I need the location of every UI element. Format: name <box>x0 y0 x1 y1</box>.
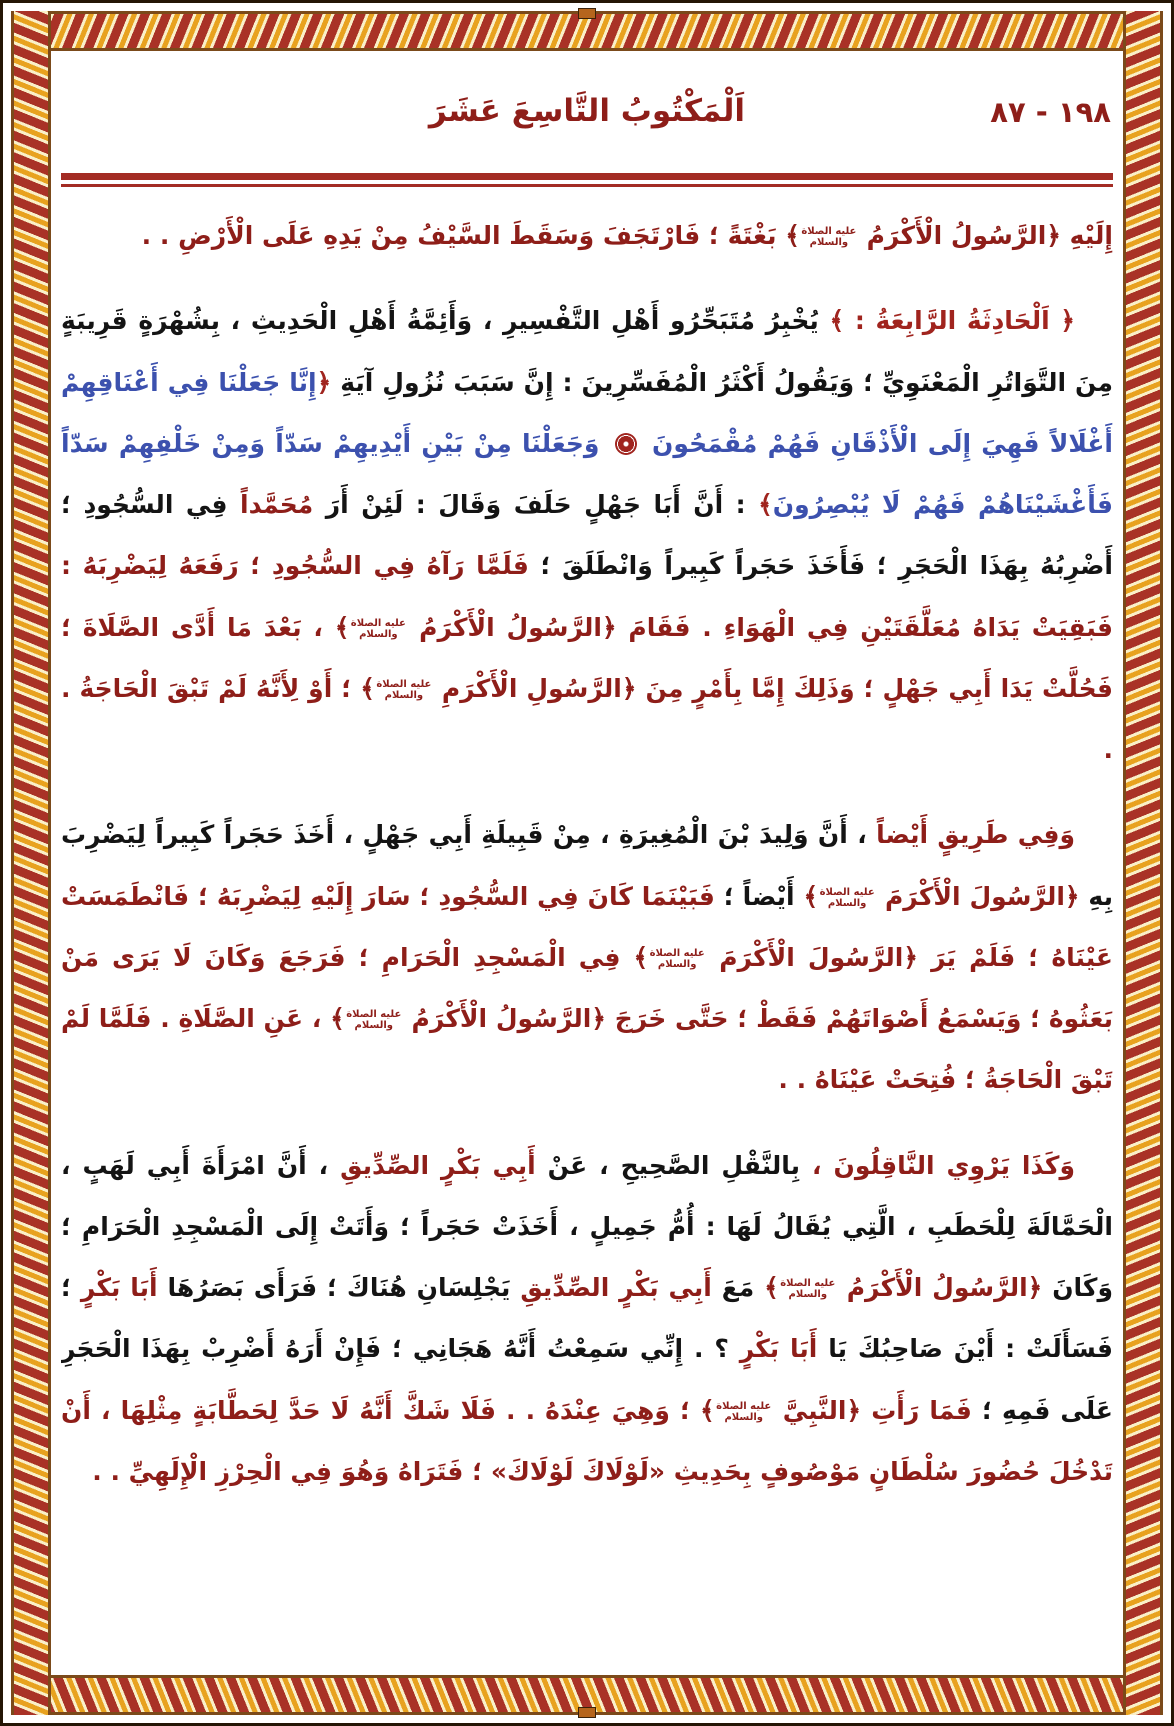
text-segment: وَجَعَلْنَا مِنْ بَيْنِ أَيْدِيهِمْ سَدّاً وَمِنْ خَلْفِهِمْ سَدّاً فَأَغْشَيْنَاهُمْ فَهُمْ لَا يُبْصِرُونَ <box>61 428 1113 519</box>
text-segment: وَكَذَا يَرْوِي النَّاقِلُونَ ، <box>812 1150 1075 1180</box>
text-segment: إِلَيْهِ ﴿الرَّسُولُ الْأَكْرَمُ <box>857 221 1113 250</box>
paragraph <box>61 1135 1113 1503</box>
text-segment: فَلَمَّا رَآهُ فِي السُّجُودِ ؛ رَفَعَهُ لِيَضْرِبَهُ : فَبَقِيَتْ يَدَاهُ مُعَلَّقَتَيْنِ فِي الْهَوَاءِ . فَقَامَ ﴿الرَّسُولُ الْأَكْرَمُ <box>61 551 1113 642</box>
salawat-seal: عليه الصلاة والسلام <box>780 1278 836 1300</box>
text-segment: أَيْضاً ؛ <box>714 881 804 911</box>
text-segment: مُحَمَّداً <box>240 490 314 519</box>
text-segment: ﴾ <box>758 490 773 519</box>
text-segment: فَمَا رَأَتِ ﴿النَّبِيَّ <box>772 1395 972 1425</box>
border-center-cap-bottom <box>578 1707 596 1718</box>
text-segment: ، أَنَّ امْرَأَةَ أَبِي لَهَبٍ ، الْحَمَّالَةَ لِلْحَطَبِ ، الَّتِي يُقَالُ لَهَا : أُمُّ جَمِيلٍ ، أَخَذَتْ حَجَراً ؛ وَأَتَتْ إِلَى الْمَسْجِدِ الْحَرَامِ ؛ وَكَانَ <box>61 1150 1113 1302</box>
text-segment: ﴿ <box>316 367 332 397</box>
paragraph <box>61 205 1113 266</box>
text-segment: وَفِي طَرِيقٍ أَيْضاً <box>876 820 1075 850</box>
header-rule-thick <box>61 173 1113 180</box>
text-segment: أَبَا بَكْرٍ <box>739 1334 818 1364</box>
text-segment: ﴾ <box>803 881 819 911</box>
salawat-seal: عليه الصلاة والسلام <box>346 1009 402 1031</box>
paragraph <box>61 804 1113 1110</box>
border-center-cap-top <box>578 8 596 19</box>
salawat-seal: عليه الصلاة والسلام <box>801 226 857 248</box>
text-segment: ﴿الرَّسُولُ الْأَكْرَمُ <box>836 1273 1043 1302</box>
text-segment: أَبِي بَكْرٍ الصِّدِّيقِ <box>520 1273 712 1302</box>
text-segment: ؛ فَسَأَلَتْ : أَيْنَ صَاحِبُكَ يَا <box>61 1273 1113 1364</box>
text-segment: مَعَ <box>711 1273 755 1302</box>
page-title: اَلْمَكْتُوبُ التَّاسِعَ عَشَرَ <box>428 93 746 129</box>
text-segment: فِي السُّجُودِ ؛ أَضْرِبُهُ بِهَذَا الْحَجَرِ ؛ فَأَخَذَ حَجَراً كَبِيراً وَانْطَلَقَ ؛ <box>61 490 1113 581</box>
page-header <box>61 85 1113 159</box>
salawat-seal: عليه الصلاة والسلام <box>649 947 705 970</box>
text-segment: ﴿الرَّسُولَ الْأَكْرَمَ <box>876 881 1080 911</box>
text-segment: ﴾ ؛ أَوْ لِأَنَّهُ لَمْ تَبْقَ الْحَاجَةُ . . <box>61 673 1113 764</box>
salawat-seal: عليه الصلاة والسلام <box>376 678 432 701</box>
text-segment: ﴾ فِي الْمَسْجِدِ الْحَرَامِ ؛ فَرَجَعَ وَكَانَ لَا يَرَى مَنْ بَعَثُوهُ ؛ وَيَسْمَعُ أَصْوَاتَهُمْ فَقَطْ ؛ حَتَّى خَرَجَ ﴿الرَّسُولُ الْأَكْرَمُ <box>61 942 1113 1033</box>
text-segment: أَبِي بَكْرٍ الصِّدِّيقِ <box>340 1150 536 1180</box>
text-segment: فَبَيْنَمَا كَانَ فِي السُّجُودِ ؛ سَارَ إِلَيْهِ لِيَضْرِبَهُ ؛ فَانْطَمَسَتْ عَيْنَاهُ ؛ فَلَمْ يَرَ ﴿الرَّسُولَ الْأَكْرَمَ <box>61 881 1113 972</box>
text-segment: يَجْلِسَانِ هُنَاكَ ؛ فَرَأَى بَصَرُهَا <box>157 1273 521 1302</box>
salawat-seal: عليه الصلاة والسلام <box>350 617 406 640</box>
text-segment: : أَنَّ أَبَا جَهْلٍ حَلَفَ وَقَالَ : لَئِنْ أَرَ <box>313 490 759 519</box>
ornamental-border-left <box>11 11 51 1715</box>
text-segment: ﴾ <box>754 1273 779 1302</box>
text-segment: ﴾ بَغْتَةً ؛ فَارْتَجَفَ وَسَقَطَ السَّيْفُ مِنْ يَدِهِ عَلَى الْأَرْضِ . . <box>141 221 800 250</box>
text-segment: يُخْبِرُ مُتَبَحِّرُو أَهْلِ التَّفْسِيرِ ، وَأَئِمَّةُ أَهْلِ الْحَدِيثِ ، بِشُهْرَةٍ قَرِيبَةٍ مِنَ التَّوَاتُرِ الْمَعْنَوِيِّ ؛ وَيَقُولُ أَكْثَرُ الْمُفَسِّرِينَ : إِنَّ سَبَبَ نُزُولِ آيَةِ <box>61 306 1113 397</box>
text-segment: ﴾ ؛ وَهِيَ عِنْدَهُ . . فَلَا شَكَّ أَنَّهُ لَا حَدَّ لِحَطَّابَةٍ مِثْلِهَا ، أَنْ تَدْخُلَ حُضُورَ سُلْطَانٍ مَوْصُوفٍ بِحَدِيثِ «لَوْلَاكَ لَوْلَاكَ» ؛ فَتَرَاهُ وَهُوَ فِي الْحِرْزِ الْإِلَهِيِّ . . <box>61 1395 1113 1486</box>
text-segment: ﴾ ، عَنِ الصَّلَاةِ . فَلَمَّا لَمْ تَبْقَ الْحَاجَةُ ؛ فُتِحَتْ عَيْنَاهُ . . <box>61 1004 1113 1095</box>
text-segment: ، أَنَّ وَلِيدَ بْنَ الْمُغِيرَةِ ، مِنْ قَبِيلَةِ أَبِي جَهْلٍ ، أَخَذَ حَجَراً كَبِيراً لِيَضْرِبَ بِهِ <box>61 820 1113 911</box>
page-content <box>61 57 1113 1673</box>
salawat-seal: عليه الصلاة والسلام <box>819 886 875 909</box>
text-segment: بِالنَّقْلِ الصَّحِيحِ ، عَنْ <box>535 1150 813 1180</box>
text-segment: ؟ . إِنِّي سَمِعْتُ أَنَّهُ هَجَانِي ؛ فَإِنْ أَرَهُ أَضْرِبْ بِهَذَا الْحَجَرِ عَلَى فَمِهِ ؛ <box>61 1334 1113 1425</box>
ayah-separator-rosette <box>615 433 637 455</box>
text-segment: إِنَّا جَعَلْنَا فِي أَعْنَاقِهِمْ أَغْلَالاً فَهِيَ إِلَى الْأَذْقَانِ فَهُمْ مُقْمَحُونَ <box>61 367 1113 458</box>
body-text <box>61 205 1113 1502</box>
salawat-seal: عليه الصلاة والسلام <box>716 1400 772 1423</box>
text-segment: ﴿ اَلْحَادِثَةُ الرَّابِعَةُ : ﴾ <box>818 306 1075 336</box>
page-number: ١٩٨ - ٨٧ <box>990 95 1111 129</box>
header-rule-thin <box>61 184 1113 187</box>
text-segment: أَبَا بَكْرٍ <box>80 1273 158 1302</box>
text-segment: ﴾ ، بَعْدَ مَا أَدَّى الصَّلَاةَ ؛ فَحُلَّتْ يَدَا أَبِي جَهْلٍ ؛ وَذَلِكَ إِمَّا بِأَمْرٍ مِنَ ﴿الرَّسُولِ الْأَكْرَمِ <box>61 612 1113 703</box>
paragraph <box>61 290 1113 780</box>
ornamental-border-right <box>1123 11 1163 1715</box>
